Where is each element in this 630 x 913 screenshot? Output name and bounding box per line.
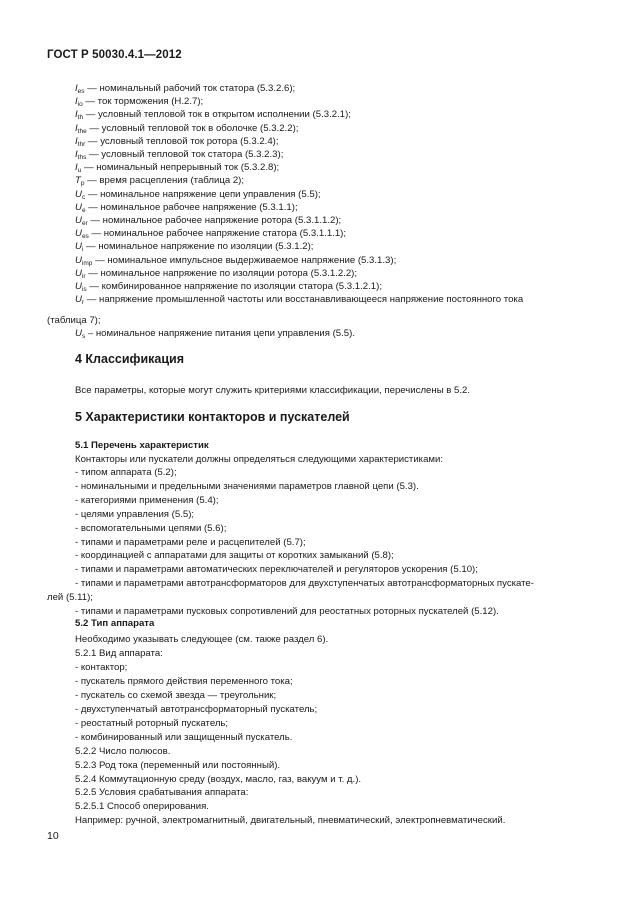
subsection-5-2-heading: 5.2 Тип аппарата (75, 618, 155, 629)
symbol-item: $I_{the}$ — условный тепловой ток в оболочке (5.3.2.2); (75, 122, 299, 135)
symbol-item: $U_c$ — номинальное напряжение цепи управления (5.5); (75, 188, 321, 201)
list-item-continuation: лей (5.11); (47, 592, 93, 603)
list-item: - комбинированный или защищенный пускатель. (75, 731, 293, 743)
list-item: - координацией с аппаратами для защиты от коротких замыканий (5.8); (75, 550, 394, 562)
subsection-5-1-heading: 5.1 Перечень характеристик (75, 440, 209, 451)
list-item: - пускатель прямого действия переменного тока; (75, 675, 293, 687)
section-5-heading: 5 Характеристики контакторов и пускателей (75, 410, 350, 424)
symbol-item: $I_u$ — номинальный непрерывный ток (5.3.2.8); (75, 162, 280, 175)
symbol-item: $U_{es}$ — номинальное рабочее напряжение статора (5.3.1.1.1); (75, 228, 347, 241)
list-item: - типами и параметрами автоматических переключателей и регуляторов ускорения (5.10); (75, 564, 478, 576)
symbol-item: $U_e$ — номинальное рабочее напряжение (5.3.1.1); (75, 201, 298, 214)
list-item: 5.2.5.1 Способ оперирования. (75, 801, 209, 813)
symbol-item: $U_{er}$ — номинальное рабочее напряжение ротора (5.3.1.1.2); (75, 215, 342, 227)
list-item: - контактор; (75, 661, 128, 673)
symbol-item: $U_{ir}$ — номинальное напряжение по изоляции ротора (5.3.1.2.2); (75, 267, 358, 280)
list-item: - типами и параметрами автотрансформаторов для двухступенчатых автотрансформаторных пускате- (75, 578, 534, 590)
list-item: - номинальными и предельными значениями параметров главной цепи (5.3). (75, 480, 419, 492)
symbol-item: $U_{imp}$ — номинальное импульсное выдерживаемое напряжение (5.3.1.3); (75, 254, 397, 267)
symbol-item: $T_p$ — время расцепления (таблица 2); (75, 175, 245, 188)
list-item: 5.2.3 Род тока (переменный или постоянный). (75, 759, 281, 771)
symbol-item: $I_{es}$ — номинальный рабочий ток статора (5.3.2.6); (75, 83, 296, 95)
symbol-item: $I_{ths}$ — условный тепловой ток статора (5.3.2.3); (75, 149, 284, 161)
section-4-heading: 4 Классификация (75, 352, 185, 366)
list-item: 5.2.4 Коммутационную среду (воздух, масло, газ, вакуум и т. д.). (75, 773, 362, 785)
list-item: 5.2.2 Число полюсов. (75, 745, 171, 757)
symbol-item: $I_{thr}$ — условный тепловой ток ротора (5.3.2.4); (75, 135, 279, 148)
list-item: - реостатный роторный пускатель; (75, 717, 229, 729)
subsection-5-1-intro: Контакторы или пускатели должны определяться следующими характеристиками: (75, 454, 444, 465)
list-item: Необходимо указывать следующее (см. также раздел 6). (75, 634, 329, 645)
list-item: 5.2.5 Условия срабатывания аппарата: (75, 787, 249, 799)
list-item-last: - типами и параметрами пусковых сопротивлений для реостатных роторных пускателей (5.12). (75, 606, 499, 617)
list-item: - типом аппарата (5.2); (75, 467, 177, 478)
list-item: Например: ручной, электромагнитный, двигательный, пневматический, электропневматический. (75, 815, 506, 827)
symbol-item-last: $U_s$ – номинальное напряжение питания цепи управления (5.5). (75, 328, 355, 340)
list-item: - категориями применения (5.4); (75, 494, 219, 506)
page-number: 10 (47, 830, 59, 842)
list-item: 5.2.1 Вид аппарата: (75, 647, 163, 659)
symbol-continuation: (таблица 7); (47, 315, 101, 326)
symbol-item: $U_r$ — напряжение промышленной частоты или восстанавливающееся напряжение постоянного тока (75, 294, 524, 307)
list-item: - типами и параметрами реле и расцепителей (5.7); (75, 536, 306, 548)
list-item: - вспомогательными цепями (5.6); (75, 522, 227, 534)
list-item: - целями управления (5.5); (75, 508, 195, 520)
symbol-item: $U_i$ — номинальное напряжение по изоляции (5.3.1.2); (75, 241, 314, 254)
list-item: - пускатель со схемой звезда — треугольник; (75, 689, 277, 701)
section-4-text: Все параметры, которые могут служить критериями классификации, перечислены в 5.2. (75, 385, 471, 396)
list-item: - двухступенчатый автотрансформаторный пускатель; (75, 703, 318, 715)
document-header: ГОСТ Р 50030.4.1—2012 (47, 49, 182, 61)
symbol-item: $U_{is}$ — комбинированное напряжение по изоляции статора (5.3.1.2.1); (75, 281, 382, 293)
symbol-item: $I_{io}$ — ток торможения (Н.2.7); (75, 96, 204, 109)
symbol-item: $I_{th}$ — условный тепловой ток в открытом исполнении (5.3.2.1); (75, 109, 351, 122)
